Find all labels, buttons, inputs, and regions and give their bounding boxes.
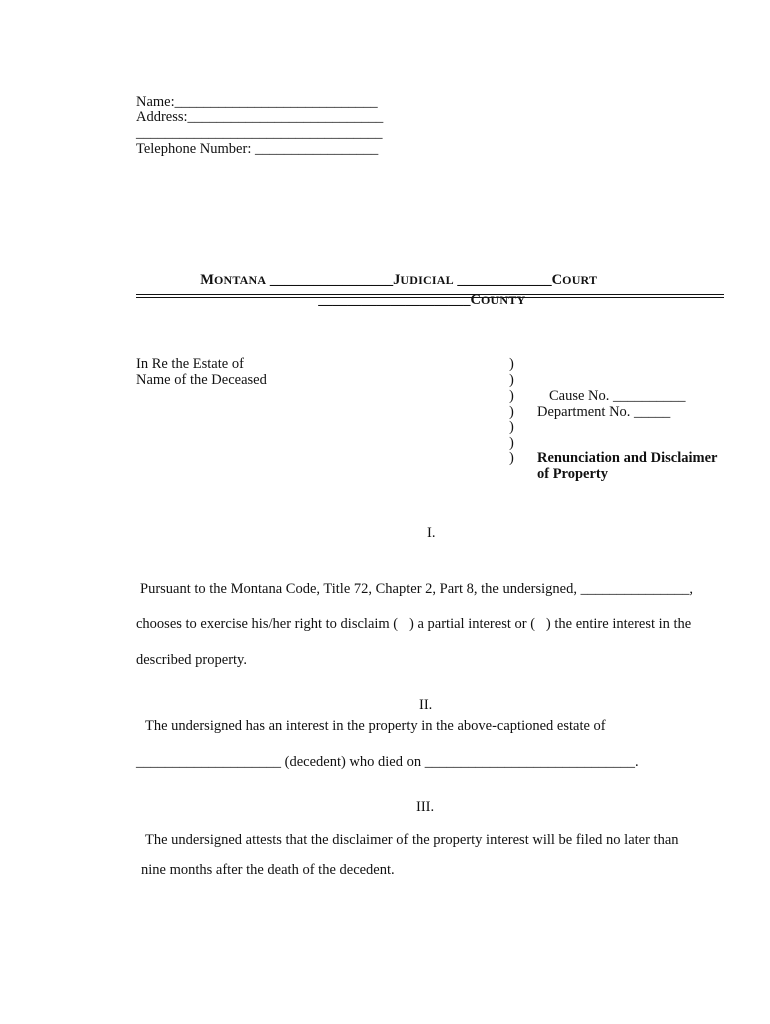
section-2-line-1: The undersigned has an interest in the property in the above-captioned estate of	[145, 718, 606, 734]
cause-number: Cause No. __________	[549, 388, 686, 404]
telephone-line: Telephone Number: _________________	[136, 141, 379, 157]
section-3-line-2: nine months after the death of the decedent.	[141, 862, 395, 878]
caption-paren-5: )	[509, 419, 514, 435]
court-udicial: UDICIAL	[400, 273, 454, 287]
section-2-number: II.	[419, 697, 433, 713]
address-blank-line: __________________________________	[136, 125, 383, 141]
section-1-line-1: Pursuant to the Montana Code, Title 72, Chapter 2, Part 8, the undersigned, _______________,	[140, 581, 693, 597]
document-title-line2: of Property	[537, 466, 608, 482]
court-m: M	[200, 272, 214, 288]
caption-paren-1: )	[509, 356, 514, 372]
court-blank-2: _____________	[453, 272, 552, 288]
heading-rule-top	[136, 294, 724, 295]
county-c: C	[470, 292, 481, 308]
county-blank: _____________________	[318, 292, 471, 308]
section-2-line-2: ____________________ (decedent) who died on _____________________________.	[136, 754, 639, 770]
section-1-line-3: described property.	[136, 652, 247, 668]
court-blank-1: _________________	[266, 272, 394, 288]
caption-paren-6: )	[509, 435, 514, 451]
section-3-line-1: The undersigned attests that the disclaimer of the property interest will be filed no later than	[145, 832, 679, 848]
court-heading-line2	[311, 276, 525, 308]
court-ourt: OURT	[562, 273, 598, 287]
address-line: Address:___________________________	[136, 109, 384, 125]
court-j: J	[393, 272, 401, 288]
heading-rule-bottom	[136, 297, 724, 298]
name-line: Name:____________________________	[136, 94, 378, 110]
section-1-number: I.	[427, 525, 436, 541]
caption-paren-7: )	[509, 450, 514, 466]
caption-paren-4: )	[509, 404, 514, 420]
county-ounty: OUNTY	[480, 293, 526, 307]
court-ontana: ONTANA	[213, 273, 267, 287]
caption-estate-of: In Re the Estate of	[136, 356, 244, 372]
section-1-line-2: chooses to exercise his/her right to disclaim ( ) a partial interest or ( ) the entire interest in the	[136, 616, 692, 632]
section-3-number: III.	[416, 799, 435, 815]
document-title-line1: Renunciation and Disclaimer	[537, 450, 718, 466]
caption-deceased-name: Name of the Deceased	[136, 372, 267, 388]
court-c: C	[551, 272, 563, 288]
department-number: Department No. _____	[537, 404, 671, 420]
caption-paren-3: )	[509, 388, 514, 404]
caption-paren-2: )	[509, 372, 514, 388]
